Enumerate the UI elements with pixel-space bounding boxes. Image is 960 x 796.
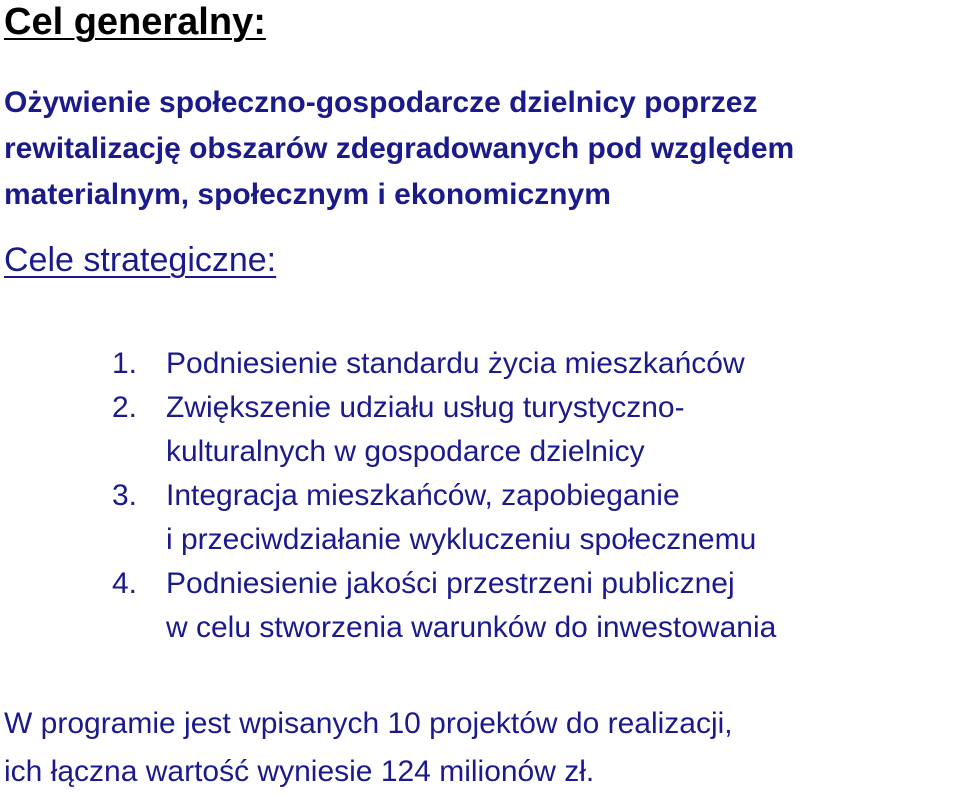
list-item bbox=[112, 562, 952, 650]
list-item-line: Podniesienie standardu życia mieszkańców bbox=[166, 347, 745, 380]
list-item bbox=[112, 474, 952, 562]
program-summary bbox=[4, 700, 954, 796]
summary-line: W programie jest wpisanych 10 projektów do realizacji, bbox=[4, 707, 733, 740]
list-item-line: Podniesienie jakości przestrzeni publicznej bbox=[166, 567, 735, 600]
list-item-text bbox=[166, 474, 952, 562]
strategic-goals-heading: Cele strategiczne: bbox=[4, 241, 277, 279]
main-heading: Cel generalny: bbox=[4, 1, 266, 43]
list-item-line: kulturalnych w gospodarce dzielnicy bbox=[166, 435, 645, 468]
list-item-line: i przeciwdziałanie wykluczeniu społecznemu bbox=[166, 523, 757, 556]
list-item-line: w celu stworzenia warunków do inwestowania bbox=[166, 611, 777, 644]
list-item-text bbox=[166, 562, 952, 650]
summary-line: ich łączna wartość wyniesie 124 milionów zł. bbox=[4, 755, 595, 788]
list-item-number: 2. bbox=[112, 391, 138, 424]
list-item-line: Zwiększenie udziału usług turystyczno- bbox=[166, 391, 685, 424]
goal-line: Ożywienie społeczno-gospodarcze dzielnicy poprzez bbox=[4, 86, 758, 119]
strategic-goals-list bbox=[112, 342, 952, 650]
list-item-text bbox=[166, 386, 952, 474]
list-item-line: Integracja mieszkańców, zapobieganie bbox=[166, 479, 680, 512]
goal-line: materialnym, społecznym i ekonomicznym bbox=[4, 178, 611, 211]
list-item-number: 4. bbox=[112, 567, 138, 600]
list-item-text bbox=[166, 342, 952, 386]
list-item-number: 3. bbox=[112, 479, 138, 512]
list-item bbox=[112, 342, 952, 386]
goal-line: rewitalizację obszarów zdegradowanych pod względem bbox=[4, 132, 795, 165]
list-item-number: 1. bbox=[112, 347, 138, 380]
general-goal-text bbox=[4, 80, 954, 218]
list-item bbox=[112, 386, 952, 474]
